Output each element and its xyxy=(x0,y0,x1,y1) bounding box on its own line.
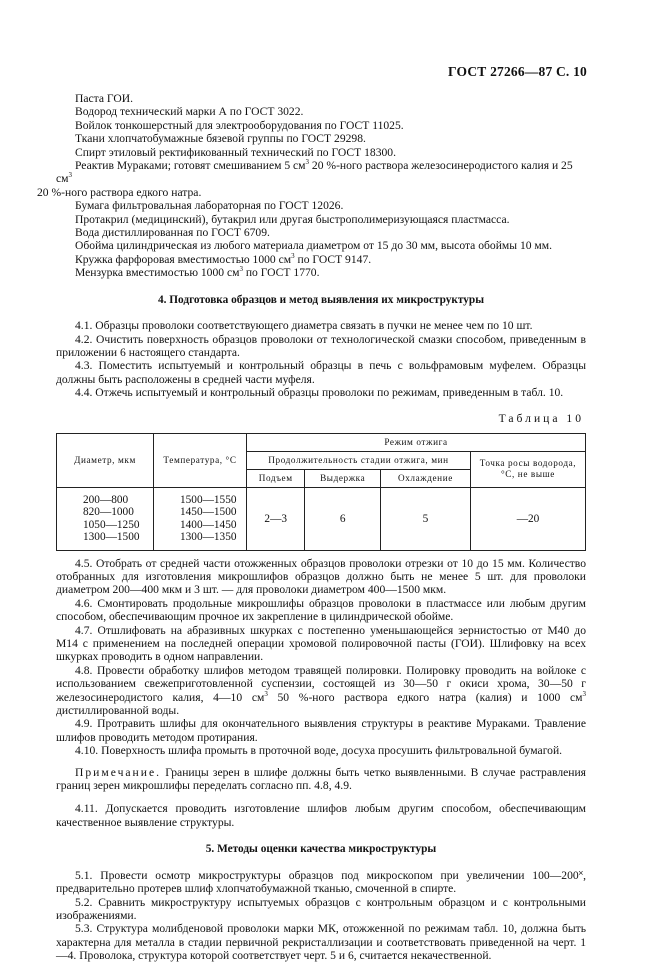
note-label: Примечание. xyxy=(75,765,161,779)
material-item: Вода дистиллированная по ГОСТ 6709. xyxy=(75,226,270,240)
material-item-kruzhka: Кружка фарфоровая вместимостью 1000 $см^3$ по ГОСТ 9147. xyxy=(75,252,372,266)
material-item-murakami: Реактив Мураками; готовят смешиванием 5 $см^3$ 20 %-ного раствора железосинеродистого калия и 25 $см^3$ 20 %-ного раствора едкого натра. xyxy=(37,158,573,199)
header-diameter: Диаметр, мкм xyxy=(57,433,154,487)
paragraph-4-3: 4.3. Поместить испытуемый и контрольный образцы в печь с вольфрамовым муфелем. Образцы должны быть расположены в средней части муфеля. xyxy=(56,359,586,386)
annealing-table xyxy=(56,433,586,551)
paragraph-4-8: 4.8. Провести обработку шлифов методом травящей полировки. Полировку проводить на войлоке с использованием свежеприготовленной суспензии, состоящей из 30—50 г окиси хрома, 30—50 г железосинеродистого калия, 4—10 $см^3$ 50 %-ного раствора едкого натра (калия) и 1000 $см^3$ дистиллированной воды. xyxy=(56,663,586,718)
paragraph-4-4: 4.4. Отжечь испытуемый и контрольный образцы проволоки по режимам, приведенным в табл. 10. xyxy=(75,386,564,400)
paragraph-4-11: 4.11. Допускается проводить изготовление шлифов любым другим способом, обеспечивающим качественное выявление структуры. xyxy=(56,802,586,829)
paragraph-4-1: 4.1. Образцы проволоки соответствующего диаметра связать в пучки не менее чем по 10 шт. xyxy=(75,319,533,333)
paragraph-4-9: 4.9. Протравить шлифы для окончательного выявления структуры в реактиве Мураками. Травление шлифов проводить методом протирания. xyxy=(56,717,586,744)
header-rise: Подъем xyxy=(247,469,305,487)
table-caption: Таблица 10 xyxy=(498,411,584,425)
paragraph-5-2: 5.2. Сравнить микроструктуру испытуемых образцов с контрольным образцом и с контрольными изображениями. xyxy=(56,895,586,922)
material-item: Спирт этиловый ректификованный технический по ГОСТ 18300. xyxy=(75,145,397,159)
material-item: Водород технический марки А по ГОСТ 3022. xyxy=(75,105,304,119)
dew-cell: —20 xyxy=(471,487,586,550)
page-header: ГОСТ 27266—87 С. 10 xyxy=(448,64,587,79)
material-item: Войлок тонкошерстный для электрооборудования по ГОСТ 11025. xyxy=(75,118,404,132)
rise-cell: 2—3 xyxy=(247,487,305,550)
header-dew-point: Точка росы водорода, °С, не выше xyxy=(471,451,586,487)
paragraph-4-6: 4.6. Смонтировать продольные микрошлифы образцов проволоки в пластмассе или любым другим способом, обеспечивающим прочное их закрепление в цилиндрической обойме. xyxy=(56,596,586,624)
header-mode: Режим отжига xyxy=(247,433,586,451)
paragraph-5-1: 5.1. Провести осмотр микроструктуры образцов под микроскопом при увеличении 100—200˟, предварительно протерев шлиф хлопчатобумажной тканью, смоченной в спирте. xyxy=(56,868,586,896)
page-content xyxy=(37,92,586,963)
section-5-title: 5. Методы оценки качества микроструктуры xyxy=(205,843,437,856)
paragraph-4-7: 4.7. Отшлифовать на абразивных шкурках с постепенно уменьшающейся зернистостью от М40 до М14 с применением на последней операции хромовой полировочной пасты (ГОИ). Шлифовку на всех шкурках проводить в одном направлении. xyxy=(56,623,586,664)
material-item-menzurka: Мензурка вместимостью 1000 $см^3$ по ГОСТ 1770. xyxy=(75,265,320,280)
material-item: Протакрил (медицинский), бутакрил или другая быстрополимеризующаяся пластмасса. xyxy=(75,212,510,226)
section-4-title: 4. Подготовка образцов и метод выявления их микроструктуры xyxy=(157,293,485,306)
note: Примечание. Границы зерен в шлифе должны быть четко выявленными. В случае растравления границ зерен микрошлифы переделать согласно пп. 4.8, 4.9. xyxy=(56,765,586,793)
header-duration: Продолжительность стадии отжига, мин xyxy=(247,451,471,469)
diameter-cell: 200—800 820—1000 1050—1250 1300—1500 xyxy=(57,487,154,550)
material-item: Ткани хлопчатобумажные бязевой группы по ГОСТ 29298. xyxy=(75,132,366,146)
paragraph-4-5: 4.5. Отобрать от средней части отожженных образцов проволоки отрезки от 10 до 15 мм. Количество отобранных для изготовления микрошлифов образцов должно быть не менее 5 шт. для проволоки диаметром 200—400 мкм и 3 шт. — для проволоки диаметром 400—1500 мкм. xyxy=(56,556,586,597)
header-hold: Выдержка xyxy=(305,469,380,487)
temperature-cell: 1500—1550 1450—1500 1400—1450 1300—1350 xyxy=(154,487,247,550)
header-temperature: Температура, °С xyxy=(154,433,247,487)
hold-cell: 6 xyxy=(305,487,380,550)
header-cool: Охлаждение xyxy=(380,469,470,487)
material-item: Паста ГОИ. xyxy=(75,92,133,105)
paragraph-5-3: 5.3. Структура молибденовой проволоки марки МК, отожженной по режимам табл. 10, должна быть характерна для металла в стадии первичной рекристаллизации и соответствовать приведенной на черт. 1—4. Проволока, структура которой соответствует черт. 5 и 6, считается некачественной. xyxy=(56,922,586,963)
paragraph-4-2: 4.2. Очистить поверхность образцов проволоки от технологической смазки способом, приведенным в приложении 6 настоящего стандарта. xyxy=(56,332,586,359)
paragraph-4-10: 4.10. Поверхность шлифа промыть в проточной воде, досуха просушить фильтровальной бумагой. xyxy=(75,744,563,758)
cool-cell: 5 xyxy=(380,487,470,550)
material-item: Обойма цилиндрическая из любого материала диаметром от 15 до 30 мм, высота обоймы 10 мм. xyxy=(75,239,553,253)
material-item: Бумага фильтровальная лабораторная по ГОСТ 12026. xyxy=(75,199,344,213)
